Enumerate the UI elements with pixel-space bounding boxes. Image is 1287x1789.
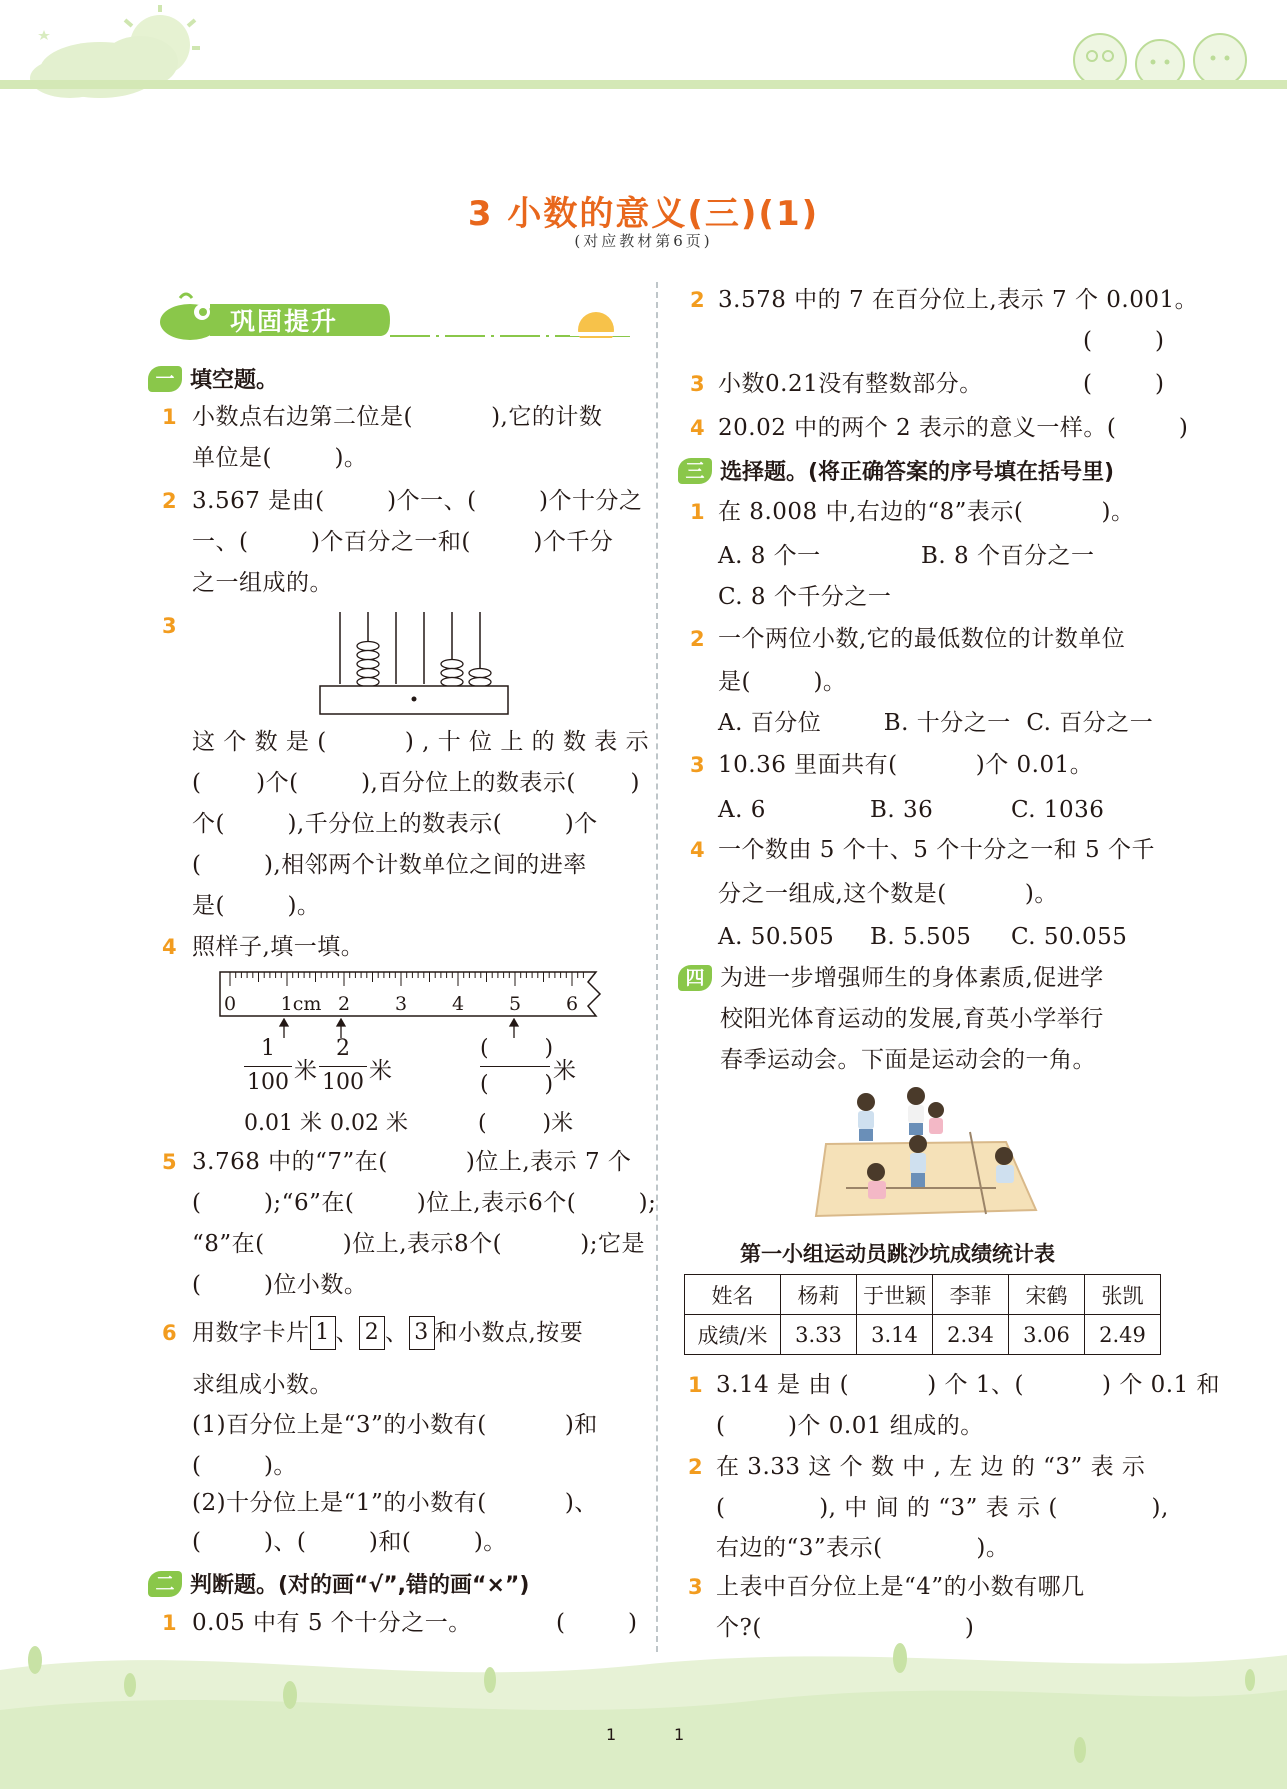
question-number: 5 xyxy=(162,1150,177,1174)
question-text-line: 一、( )个百分之一和( )个千分 xyxy=(192,529,614,555)
question-text-line: 之一组成的。 xyxy=(192,570,333,596)
part-two-tag: 二 xyxy=(148,1571,182,1597)
options-line[interactable]: A. 百分位 B. 十分之一 C. 百分之一 xyxy=(718,710,1154,736)
question-text: 0.05 中有 5 个十分之一。 xyxy=(192,1610,472,1636)
part-one-title: 填空题。 xyxy=(190,368,279,393)
table-cell: 成绩/米 xyxy=(685,1315,781,1355)
option-a[interactable]: A. 8 个一 xyxy=(718,543,821,569)
abacus-diagram xyxy=(318,610,512,716)
option-b[interactable]: B. 5.505 xyxy=(870,924,972,950)
question-number: 2 xyxy=(162,489,177,513)
context-text-line: 校阳光体育运动的发展,育英小学举行 xyxy=(720,1006,1104,1032)
question-text-line: “8”在( )位上,表示8个( );它是 xyxy=(192,1231,645,1257)
table-header-cell: 姓名 xyxy=(685,1275,781,1315)
answer-parentheses[interactable]: ( ) xyxy=(1083,328,1165,354)
question-number: 4 xyxy=(690,838,705,862)
question-text-line: ( );“6”在( )位上,表示6个( ); xyxy=(192,1190,657,1216)
option-c[interactable]: C. 8 个千分之一 xyxy=(718,584,892,610)
question-text-line: 小数点右边第二位是( ),它的计数 xyxy=(192,404,603,430)
question-number: 2 xyxy=(690,627,705,651)
bottom-grass-landscape-decoration xyxy=(0,1640,1287,1789)
top-left-cloud-sun-decoration xyxy=(0,0,240,120)
question-text-line: 3.567 是由( )个一、( )个十分之 xyxy=(192,488,643,514)
question-text-line: ( ),相邻两个计数单位之间的进率 xyxy=(192,852,587,878)
fraction-bar xyxy=(480,1066,550,1067)
option-a[interactable]: A. 6 xyxy=(718,797,766,823)
question-number: 3 xyxy=(162,614,177,638)
number-card: 3 xyxy=(409,1316,435,1350)
context-text-line: 春季运动会。下面是运动会的一角。 xyxy=(720,1047,1096,1073)
question-number: 6 xyxy=(162,1321,177,1345)
table-cell: 3.14 xyxy=(857,1315,933,1355)
question-text: 10.36 里面共有( )个 0.01。 xyxy=(718,752,1094,778)
question-number: 1 xyxy=(688,1373,703,1397)
question-text: 3.578 中的 7 在百分位上,表示 7 个 0.001。 xyxy=(718,287,1199,313)
section-banner-label: 巩固提升 xyxy=(230,307,339,336)
question-text-line: 3.14 是 由 ( ) 个 1、( ) 个 0.1 和 xyxy=(716,1372,1221,1398)
page-number: 1 xyxy=(606,1725,617,1744)
unit-label: 米 xyxy=(369,1058,392,1084)
option-c[interactable]: C. 1036 xyxy=(1011,797,1105,823)
question-text: 照样子,填一填。 xyxy=(192,934,365,960)
decimal-example: 0.02 米 xyxy=(330,1111,408,1136)
part-two-title: 判断题。(对的画“√”,错的画“×”) xyxy=(190,1573,530,1598)
score-table xyxy=(684,1274,1161,1355)
question-text-line: 一个两位小数,它的最低数位的计数单位 xyxy=(718,626,1126,652)
table-cell: 3.06 xyxy=(1009,1315,1085,1355)
separator: 、 xyxy=(385,1320,409,1346)
option-b[interactable]: B. 36 xyxy=(870,797,934,823)
question-text-line: 单位是( )。 xyxy=(192,445,368,471)
answer-parentheses[interactable]: ( ) xyxy=(1083,371,1165,397)
fraction-numerator: 2 xyxy=(336,1036,350,1061)
ruler-label: 2 xyxy=(337,993,351,1015)
question-number: 3 xyxy=(688,1575,703,1599)
answer-parentheses[interactable]: ( ) xyxy=(556,1610,638,1636)
question-text: 小数0.21没有整数部分。 xyxy=(718,371,983,397)
fraction-denominator-blank[interactable]: ( ) xyxy=(480,1072,554,1097)
table-title: 第一小组运动员跳沙坑成绩统计表 xyxy=(740,1242,1055,1266)
fraction-denominator: 100 xyxy=(247,1070,289,1095)
long-jump-sandpit-illustration xyxy=(806,1084,1042,1228)
part-two-header xyxy=(148,1568,529,1599)
question-text: 在 8.008 中,右边的“8”表示( )。 xyxy=(718,499,1135,525)
table-cell: 2.34 xyxy=(933,1315,1009,1355)
question-text: 用数字卡片 xyxy=(192,1320,310,1346)
question-text-line: ( )、( )和( )。 xyxy=(192,1529,507,1555)
question-text-line: 这 个 数 是 ( ) , 十 位 上 的 数 表 示 xyxy=(192,729,650,755)
part-one-tag: 一 xyxy=(148,366,182,392)
question-text: 20.02 中的两个 2 表示的意义一样。( ) xyxy=(718,415,1189,441)
ruler-label: 6 xyxy=(565,993,579,1015)
ruler-label: 3 xyxy=(394,993,408,1015)
part-three-tag: 三 xyxy=(678,458,712,484)
table-header-cell: 杨莉 xyxy=(781,1275,857,1315)
question-number: 1 xyxy=(690,500,705,524)
table-cell: 2.49 xyxy=(1085,1315,1161,1355)
decimal-blank[interactable]: ( )米 xyxy=(478,1111,574,1136)
part-four-tag: 四 xyxy=(678,965,712,991)
ruler-label: 5 xyxy=(508,993,522,1015)
fraction-bar xyxy=(319,1066,367,1067)
column-divider xyxy=(656,282,658,1652)
question-text-line: ( ), 中 间 的 “3” 表 示 ( ), xyxy=(716,1495,1169,1521)
fraction-numerator: 1 xyxy=(261,1036,275,1061)
question-text-line: 个?( ) xyxy=(716,1615,975,1641)
ruler-label: 4 xyxy=(451,993,465,1015)
context-text-line: 为进一步增强师生的身体素质,促进学 xyxy=(720,965,1104,991)
unit-label: 米 xyxy=(294,1058,317,1084)
table-header-cell: 于世颖 xyxy=(857,1275,933,1315)
page-subtitle: (对应教材第6页) xyxy=(574,232,713,250)
unit-label: 米 xyxy=(553,1058,576,1084)
table-row xyxy=(685,1315,1161,1355)
question-text-line: 在 3.33 这 个 数 中 , 左 边 的 “3” 表 示 xyxy=(716,1454,1146,1480)
question-number: 4 xyxy=(690,416,705,440)
option-c[interactable]: C. 50.055 xyxy=(1011,924,1128,950)
question-text-line: ( )。 xyxy=(192,1453,297,1479)
separator: 、 xyxy=(335,1320,359,1346)
question-number: 4 xyxy=(162,935,177,959)
question-text-line: 是( )。 xyxy=(718,669,847,695)
fraction-denominator: 100 xyxy=(322,1070,364,1095)
table-cell: 3.33 xyxy=(781,1315,857,1355)
question-text-line: 一个数由 5 个十、5 个十分之一和 5 个千 xyxy=(718,837,1155,863)
question-number: 1 xyxy=(162,1611,177,1635)
question-text-line: 右边的“3”表示( )。 xyxy=(716,1535,1010,1561)
question-text-line: 3.768 中的“7”在( )位上,表示 7 个 xyxy=(192,1149,632,1175)
ruler-label: 0 xyxy=(223,993,237,1015)
page-title: 3 小数的意义(三)(1) xyxy=(467,194,820,234)
question-text-line: ( )个 0.01 组成的。 xyxy=(716,1413,984,1439)
page-number: 1 xyxy=(674,1725,685,1744)
part-one-header xyxy=(148,363,278,394)
table-header-cell: 宋鹤 xyxy=(1009,1275,1085,1315)
question-text-line: (1)百分位上是“3”的小数有( )和 xyxy=(192,1412,598,1438)
table-header-row xyxy=(685,1275,1161,1315)
number-card: 1 xyxy=(310,1316,336,1350)
ruler-label: 1cm xyxy=(280,993,322,1015)
part-three-title: 选择题。(将正确答案的序号填在括号里) xyxy=(720,460,1115,485)
part-three-header xyxy=(678,455,1114,486)
question-text-line: ( )位小数。 xyxy=(192,1272,368,1298)
question-number: 3 xyxy=(690,372,705,396)
number-card: 2 xyxy=(359,1316,385,1350)
question-number: 2 xyxy=(688,1455,703,1479)
table-header-cell: 李菲 xyxy=(933,1275,1009,1315)
fraction-numerator-blank[interactable]: ( ) xyxy=(480,1036,554,1061)
top-green-band xyxy=(0,80,1287,89)
section-banner-background xyxy=(150,290,630,346)
question-card-line xyxy=(192,1316,583,1350)
question-text: 和小数点,按要 xyxy=(434,1320,584,1346)
question-text-line: ( )个( ),百分位上的数表示( ) xyxy=(192,770,640,796)
question-text-line: 是( )。 xyxy=(192,893,321,919)
question-text-line: (2)十分位上是“1”的小数有( )、 xyxy=(192,1490,598,1516)
table-header-cell: 张凯 xyxy=(1085,1275,1161,1315)
question-text-line: 分之一组成,这个数是( )。 xyxy=(718,881,1058,907)
option-a[interactable]: A. 50.505 xyxy=(718,924,835,950)
question-number: 1 xyxy=(162,405,177,429)
question-text-line: 个( ),千分位上的数表示( )个 xyxy=(192,811,598,837)
question-number: 3 xyxy=(690,753,705,777)
question-text-line: 上表中百分位上是“4”的小数有哪几 xyxy=(716,1574,1085,1600)
question-text-line: 求组成小数。 xyxy=(192,1372,333,1398)
question-number: 2 xyxy=(690,288,705,312)
option-b[interactable]: B. 8 个百分之一 xyxy=(921,543,1095,569)
fraction-bar xyxy=(244,1066,292,1067)
decimal-example: 0.01 米 xyxy=(244,1111,322,1136)
